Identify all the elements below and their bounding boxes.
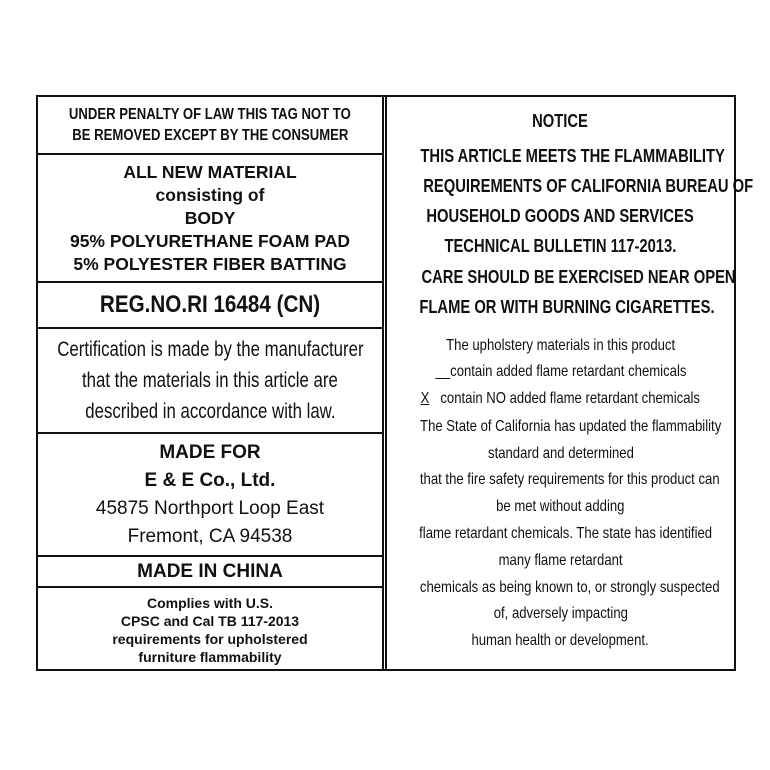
- origin-text: MADE IN CHINA: [137, 560, 283, 582]
- complies-box: [38, 588, 382, 671]
- made-for-box: [38, 434, 382, 557]
- reg-number-box: [38, 283, 382, 329]
- option-added-label: contain added flame retardant chemicals: [449, 363, 686, 380]
- materials-intro: The upholstery materials in this product: [446, 337, 675, 354]
- complies-line: Complies with U.S.: [146, 594, 273, 611]
- complies-line: CPSC and Cal TB 117-2013: [120, 612, 300, 629]
- notice-line-row: [387, 146, 734, 167]
- certification-line: described in accordance with law.: [84, 400, 336, 423]
- notice-line: TECHNICAL BULLETIN 117-2013.: [444, 236, 677, 256]
- statement-row: [387, 498, 734, 516]
- certification-box: [38, 329, 382, 434]
- certification-line: that the materials in this article are: [82, 369, 338, 392]
- statement-line: The State of California has updated the flammability: [420, 418, 722, 435]
- street-address: 45875 Northport Loop East: [95, 497, 325, 519]
- option-added-row: [387, 363, 734, 381]
- left-panel: [38, 97, 382, 669]
- option-added-mark: __: [435, 363, 450, 380]
- penalty-box: [38, 97, 382, 155]
- material-line: BODY: [184, 207, 236, 228]
- statement-row: [387, 418, 734, 436]
- statement-line: many flame retardant: [498, 552, 623, 569]
- notice-line: REQUIREMENTS OF CALIFORNIA BUREAU OF: [423, 176, 754, 196]
- notice-line-row: [387, 297, 734, 318]
- notice-line: CARE SHOULD BE EXERCISED NEAR OPEN: [421, 267, 736, 287]
- statement-row: [387, 605, 734, 623]
- certification-line: Certification is made by the manufacturer: [56, 338, 364, 361]
- materials-intro-row: [387, 337, 734, 355]
- notice-line-row: [387, 206, 734, 227]
- origin-box: [38, 557, 382, 588]
- statement-line: that the fire safety requirements for this product can: [419, 471, 720, 488]
- statement-row: [387, 632, 734, 650]
- material-box: [38, 155, 382, 283]
- statement-row: [387, 579, 734, 597]
- material-line: 95% POLYURETHANE FOAM PAD: [69, 230, 351, 251]
- statement-row: [387, 445, 734, 463]
- option-none-text: [421, 390, 700, 408]
- notice-title: NOTICE: [532, 111, 589, 131]
- statement-row: [387, 552, 734, 570]
- option-added-text: [435, 363, 686, 381]
- material-line: consisting of: [155, 184, 265, 205]
- notice-panel: [387, 97, 754, 669]
- statement-line: of, adversely impacting: [493, 605, 628, 622]
- statement-row: [387, 525, 734, 543]
- statement-line: standard and determined: [487, 445, 634, 462]
- made-for-heading: MADE FOR: [159, 441, 261, 463]
- reg-number: REG.NO.RI 16484 (CN): [99, 291, 321, 318]
- notice-line-row: [387, 267, 734, 288]
- company-name: E & E Co., Ltd.: [144, 469, 276, 491]
- complies-line: requirements for upholstered: [112, 630, 308, 647]
- material-line: 5% POLYESTER FIBER BATTING: [73, 253, 347, 274]
- statement-line: be met without adding: [496, 498, 625, 515]
- option-none-mark: X: [420, 390, 430, 407]
- notice-line: THIS ARTICLE MEETS THE FLAMMABILITY: [420, 146, 725, 166]
- notice-line-row: [387, 176, 754, 197]
- statement-line: flame retardant chemicals. The state has identified: [419, 525, 713, 542]
- city-address: Fremont, CA 94538: [127, 525, 293, 547]
- complies-line: furniture flammability: [138, 648, 282, 665]
- option-none-label: contain NO added flame retardant chemicals: [440, 390, 701, 407]
- law-label-tag: [36, 95, 754, 671]
- material-heading: ALL NEW MATERIAL: [123, 161, 297, 182]
- notice-line: HOUSEHOLD GOODS AND SERVICES: [426, 206, 695, 226]
- statement-row: [387, 471, 734, 489]
- notice-line: FLAME OR WITH BURNING CIGARETTES.: [419, 297, 715, 317]
- statement-line: chemicals as being known to, or strongly suspected: [419, 579, 720, 596]
- option-none-row: [387, 390, 734, 408]
- notice-title-row: [387, 111, 734, 132]
- statement-line: human health or development.: [471, 632, 650, 649]
- penalty-line: UNDER PENALTY OF LAW THIS TAG NOT TO: [69, 106, 351, 123]
- penalty-line: BE REMOVED EXCEPT BY THE CONSUMER: [71, 127, 349, 144]
- notice-line-row: [387, 236, 734, 257]
